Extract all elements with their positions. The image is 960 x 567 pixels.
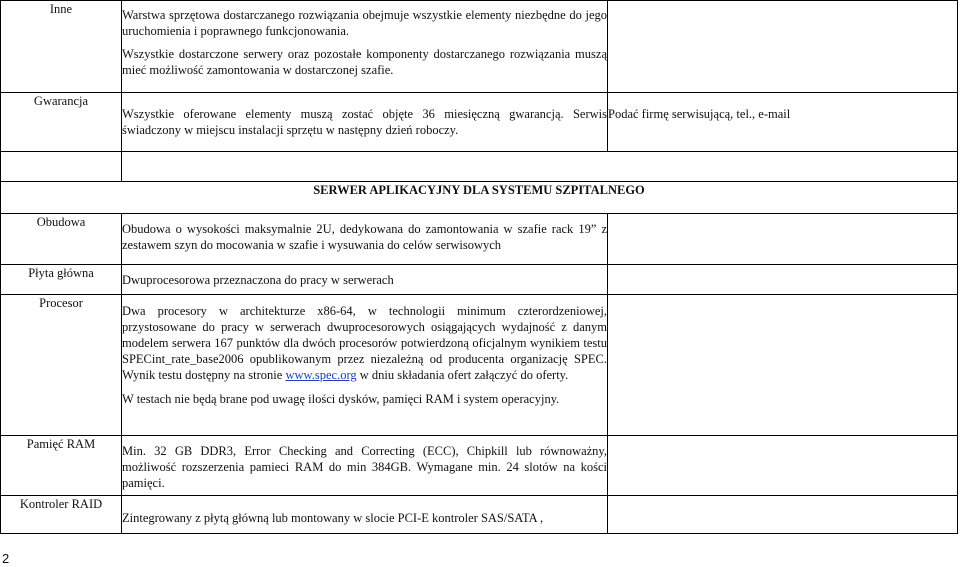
- procesor-note: W testach nie będą brane pod uwagę ilości dysków, pamięci RAM i system operacyjny.: [122, 392, 560, 406]
- row-pamiec: [1, 436, 958, 496]
- row-label-kontroler: Kontroler RAID: [1, 496, 122, 534]
- pamiec-text: Min. 32 GB DDR3, Error Checking and Correcting (ECC), Chipkill lub równoważny, możliwość rozszerzenia pamieci RAM do min 384GB. Wymagane min. 24 slotów na kości pamięci.: [122, 444, 607, 490]
- row-label-procesor: Procesor: [1, 295, 122, 436]
- row-extra-inne: [608, 1, 958, 93]
- row-plyta: [1, 265, 958, 295]
- row-desc-inne: [122, 1, 608, 93]
- row-empty: [1, 152, 958, 182]
- inne-paragraph-2: Wszystkie dostarczone serwery oraz pozostałe komponenty dostarczanego rozwiązania muszą mieć możliwość zamontowania w dostarczonej szafie.: [122, 47, 607, 77]
- row-extra-obudowa: [608, 214, 958, 265]
- row-extra-pamiec: [608, 436, 958, 496]
- page-number: 2: [2, 551, 10, 566]
- row-desc-pamiec: [122, 436, 608, 496]
- row-inne: [1, 1, 958, 93]
- spec-org-link[interactable]: www.spec.org: [285, 368, 357, 382]
- row-label-pamiec: Pamięć RAM: [1, 436, 122, 496]
- gwarancja-extra-text: Podać firmę serwisującą, tel., e-mail: [608, 107, 791, 121]
- inne-paragraph-1: Warstwa sprzętowa dostarczanego rozwiązania obejmuje wszystkie elementy niezbędne do jego uruchomienia i poprawnego funkcjonowania.: [122, 8, 607, 38]
- row-desc-kontroler: [122, 496, 608, 534]
- row-extra-gwarancja: [608, 93, 958, 152]
- row-desc-gwarancja: [122, 93, 608, 152]
- row-gwarancja: [1, 93, 958, 152]
- row-procesor: [1, 295, 958, 436]
- row-extra-kontroler: [608, 496, 958, 534]
- row-extra-procesor: [608, 295, 958, 436]
- procesor-text-end: w dniu składania ofert załączyć do oferty.: [356, 368, 569, 382]
- row-label-plyta: Płyta główna: [1, 265, 122, 295]
- row-section-title: [1, 182, 958, 214]
- row-label-gwarancja: Gwarancja: [1, 93, 122, 152]
- row-kontroler: [1, 496, 958, 534]
- empty-cell-1: [1, 152, 122, 182]
- row-extra-plyta: [608, 265, 958, 295]
- procesor-text: [122, 303, 607, 383]
- row-label-inne: Inne: [1, 1, 122, 93]
- row-desc-obudowa: [122, 214, 608, 265]
- row-desc-procesor: [122, 295, 608, 436]
- kontroler-text: Zintegrowany z płytą główną lub montowany w slocie PCI-E kontroler SAS/SATA ,: [122, 511, 544, 525]
- gwarancja-text: Wszystkie oferowane elementy muszą zostać objęte 36 miesięczną gwarancją. Serwis świadczony w miejscu instalacji sprzętu w następny dzień roboczy.: [122, 107, 607, 137]
- row-desc-plyta: Dwuprocesorowa przeznaczona do pracy w serwerach: [122, 265, 608, 295]
- section-title: SERWER APLIKACYJNY DLA SYSTEMU SZPITALNEGO: [1, 182, 958, 214]
- empty-cell-2: [122, 152, 958, 182]
- row-obudowa: [1, 214, 958, 265]
- procesor-text-main: Dwa procesory w architekturze x86-64, w technologii minimum czterordzeniowej, przystosowane do pracy w serwerach dwuprocesorowych osiągających wydajność z danym modelem serwera 167 punktów dla dwóch procesorów potwierdzoną oficjalnym wynikiem testu SPECint_rate_base2006 opublikowanym przez niezależną od producenta organizację SPEC. Wynik testu dostępny na stronie: [122, 304, 607, 382]
- row-label-obudowa: Obudowa: [1, 214, 122, 265]
- obudowa-text: Obudowa o wysokości maksymalnie 2U, dedykowana do zamontowania w szafie rack 19” z zestawem szyn do mocowania w szafie i wysuwania do celów serwisowych: [122, 222, 607, 252]
